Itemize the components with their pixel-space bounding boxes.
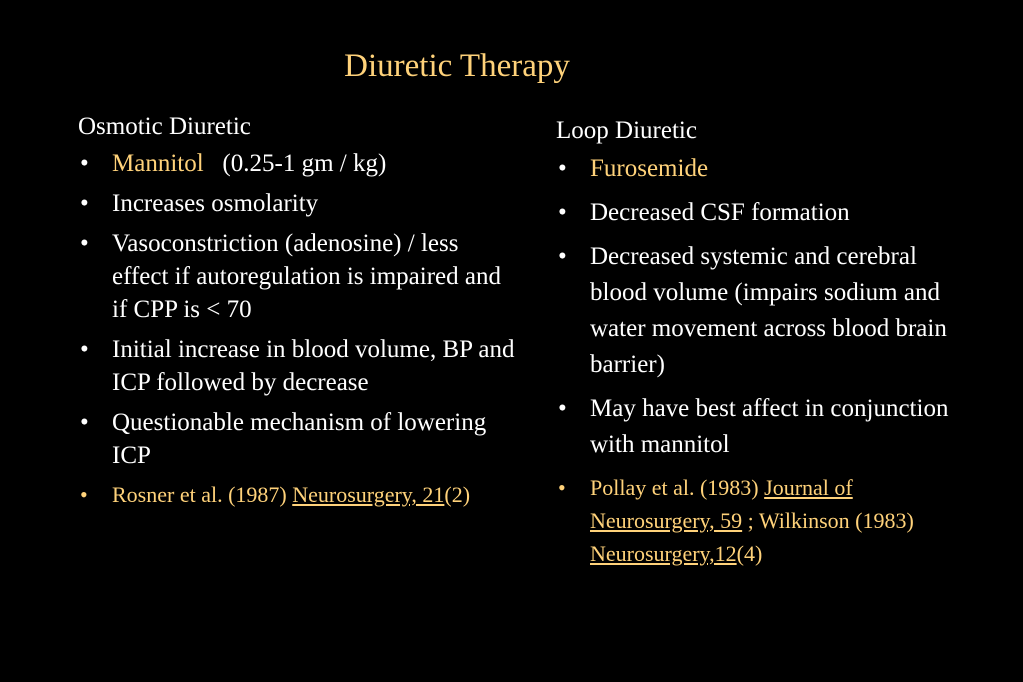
list-item [78,406,518,472]
list-item [78,227,518,326]
reference-prefix: Pollay et al. (1983) [590,475,765,500]
drug-name: Mannitol [112,150,204,177]
journal-link[interactable]: Neurosurgery,12 [590,541,737,566]
reference-suffix: (4) [736,541,763,566]
reference-item [556,471,976,570]
bullet-icon: • [80,230,89,257]
loop-diuretic-column [556,113,976,578]
reference-item [78,479,518,511]
bullet-icon: • [80,409,89,436]
bullet-icon: • [558,155,567,182]
list-item-text: Questionable mechanism of lowering ICP [112,409,487,469]
drug-dose: (0.25-1 gm / kg) [222,150,387,177]
reference-middle: ; Wilkinson (1983) [742,508,914,533]
list-item-text: Vasoconstriction (adenosine) / less effect if autoregulation is impaired and if CPP is < 70 [112,230,501,323]
list-item-text: Decreased CSF formation [590,199,850,226]
bullet-icon: • [558,243,567,270]
list-item [78,333,518,399]
slide-title: Diuretic Therapy [344,48,570,84]
list-item [78,187,518,220]
column-heading: Loop Diuretic [556,117,697,144]
list-item-text: Decreased systemic and cerebral blood volume (impairs sodium and water movement across blood brain barrier) [590,243,947,378]
list-item [556,151,976,187]
bullet-icon: • [80,336,89,363]
column-heading: Osmotic Diuretic [78,113,251,140]
bullet-icon: • [558,475,566,500]
bullet-icon: • [80,150,89,177]
bullet-list [556,151,976,570]
list-item-text: Initial increase in blood volume, BP and ICP followed by decrease [112,336,515,396]
list-item-text: May have best affect in conjunction with mannitol [590,395,949,458]
journal-link[interactable]: Journal of Neurosurgery, 59 [590,475,853,533]
list-item [556,239,976,383]
osmotic-diuretic-column [78,110,518,518]
bullet-icon: • [80,482,88,507]
reference-prefix: Rosner et al. (1987) [112,482,293,507]
bullet-icon: • [558,395,567,422]
list-item-text: Increases osmolarity [112,190,319,217]
bullet-list [78,147,518,511]
reference-suffix: (2) [444,482,471,507]
journal-link[interactable]: Neurosurgery, 21 [292,482,445,507]
bullet-icon: • [558,199,567,226]
list-item [556,195,976,231]
list-item [78,147,518,180]
drug-name: Furosemide [590,155,709,182]
bullet-icon: • [80,190,89,217]
list-item [556,391,976,463]
